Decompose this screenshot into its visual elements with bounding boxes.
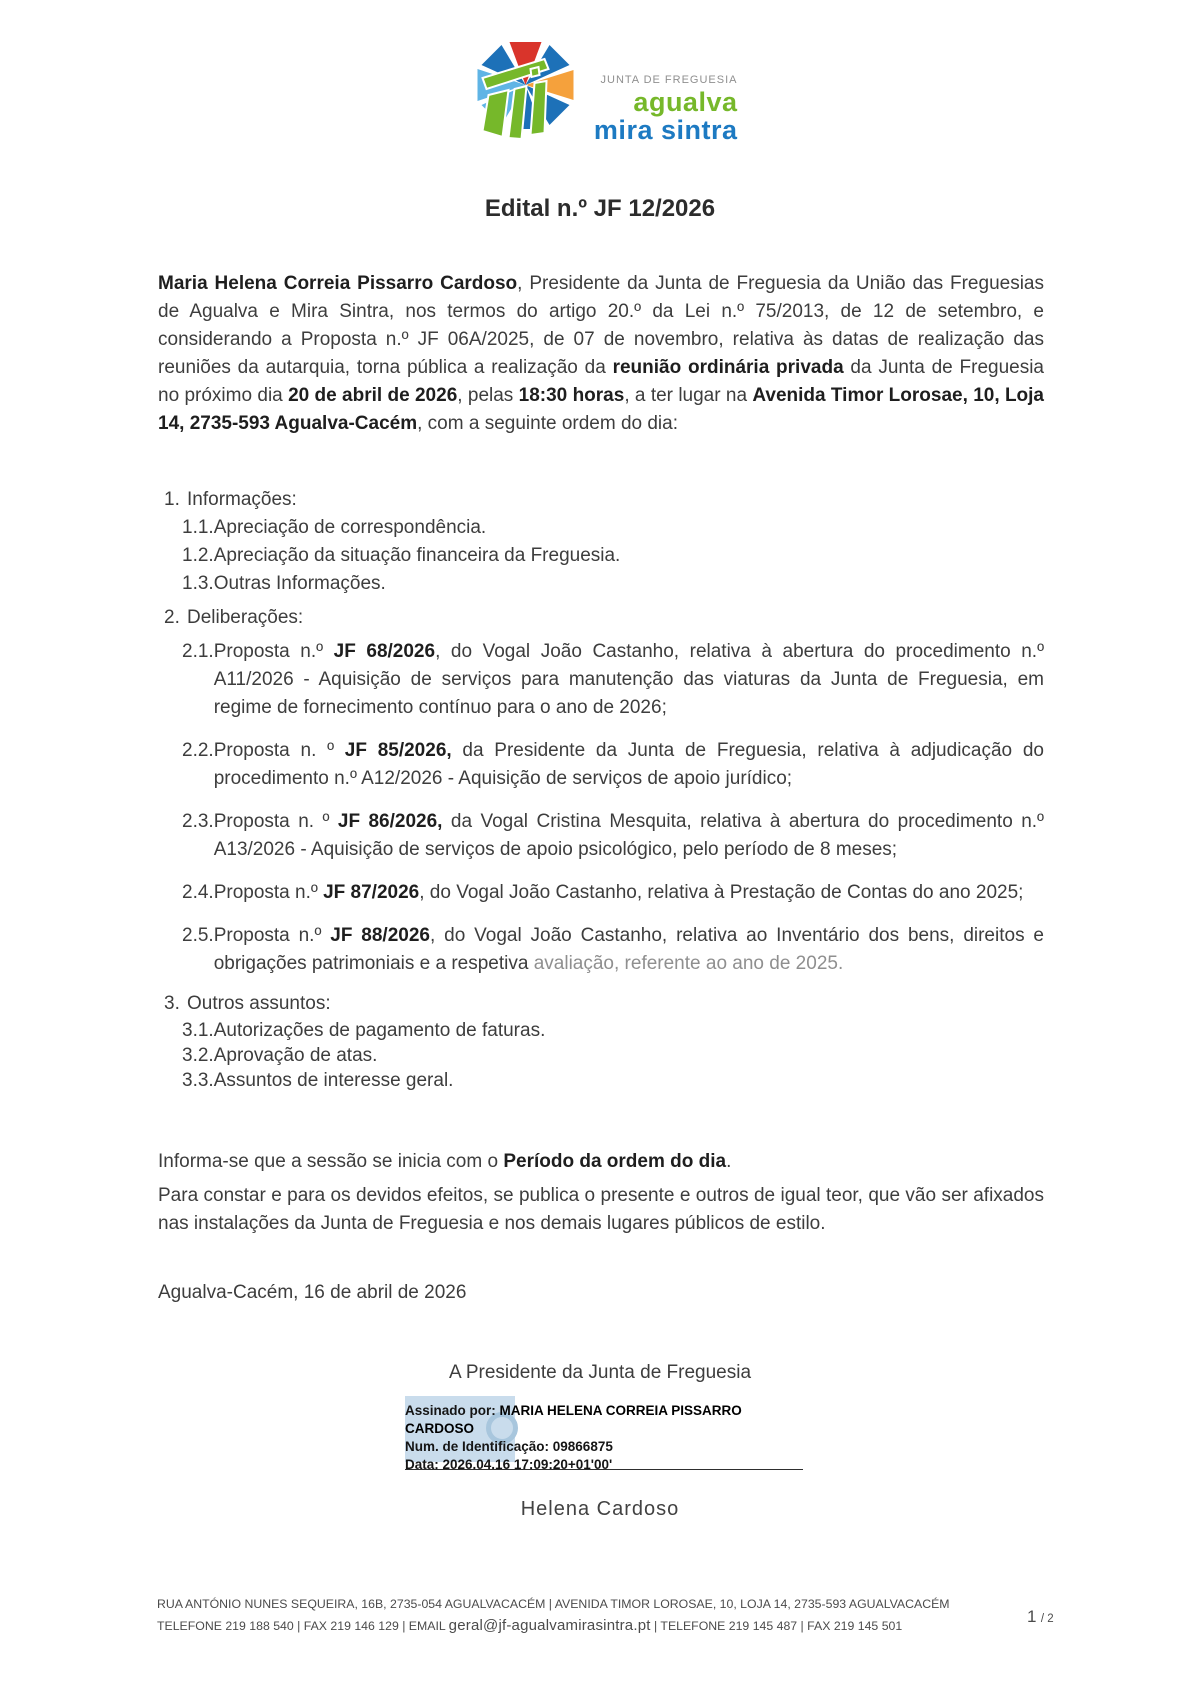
agenda-item-3-3: 3.3. Assuntos de interesse geral. [182,1070,454,1091]
pinwheel-logo-icon [463,33,589,141]
stamp-date: Data: 2026.04.16 17:09:20+01'00' [405,1457,613,1472]
logo-org-line: JUNTA DE FREGUESIA [600,74,738,86]
signer-role: A Presidente da Junta de Freguesia [448,1362,752,1383]
agenda-item-2: 2. Deliberações: [164,607,304,628]
place-date-line: Agualva-Cacém, 16 de abril de 2026 [158,1282,467,1303]
agenda-list [158,486,1044,1093]
agenda-item-2-3: 2.3. Proposta n. º JF 86/2026, da Vogal Cristina Mesquita, relativa à abertura do procedimento n.º A13/2026 - Aquisição de serviços de apoio psicológico, pelo período de 8 meses; [182,811,1044,860]
publication-note: Para constar e para os devidos efeitos, se publica o presente e outros de igual teor, que vão ser afixados nas instalações da Junta de Freguesia e nos demais lugares públicos de estilo. [158,1185,1044,1234]
agenda-item-2-2: 2.2. Proposta n. º JF 85/2026, da Presidente da Junta de Freguesia, relativa à adjudicação do procedimento n.º A12/2026 - Aquisição de serviços de apoio jurídico; [182,740,1044,789]
logo-name-mira-sintra: mira sintra [593,115,738,145]
session-note: Informa-se que a sessão se inicia com o Período da ordem do dia. [158,1151,732,1172]
edital-title: Edital n.º JF 12/2026 [484,195,716,222]
agenda-item-3-2: 3.2. Aprovação de atas. [182,1045,378,1066]
agenda-item-1-1: 1.1. Apreciação de correspondência. [182,517,487,538]
agenda-item-3: 3. Outros assuntos: [164,993,331,1014]
agenda-item-2-1: 2.1. Proposta n.º JF 68/2026, do Vogal João Castanho, relativa à abertura do procedimento n.º A11/2026 - Aquisição de serviços para manutenção das viaturas da Junta de Freguesia, em regime de fornecimento contínuo para o ano de 2026; [182,641,1045,718]
footer [157,1594,1057,1637]
agenda-item-1: 1. Informações: [164,489,297,510]
agenda-sub3-group [158,1018,1044,1093]
agenda-item-1-3: 1.3. Outras Informações. [182,573,386,594]
junta-freguesia-logo [463,33,738,144]
footer-contact-line: TELEFONE 219 188 540 | FAX 219 146 129 | EMAIL geral@jf-agualvamirasintra.pt | TELEFONE 219 145 487 | FAX 219 145 501 [157,1617,903,1634]
intro-paragraph: Maria Helena Correia Pissarro Cardoso, Presidente da Junta de Freguesia da União das Freguesias de Agualva e Mira Sintra, nos termos do artigo 20.º da Lei n.º 75/2013, de 12 de setembro, e considerando a Proposta n.º JF 06A/2025, de 07 de novembro, relativa às datas de realização das reuniões da autarquia, torna pública a realização da reunião ordinária privada da Junta de Freguesia no próximo dia 20 de abril de 2026, pelas 18:30 horas, a ter lugar na Avenida Timor Lorosae, 10, Loja 14, 2735-593 Agualva-Cacém, com a seguinte ordem do dia: [158,273,1045,434]
footer-address-line: RUA ANTÓNIO NUNES SEQUEIRA, 16B, 2735-054 AGUALVACACÉM | AVENIDA TIMOR LOROSAE, 10, LOJA 14, 2735-593 AGUALVACACÉM [157,1597,950,1611]
agenda-item-3-1: 3.1. Autorizações de pagamento de faturas. [182,1020,546,1041]
digital-signature-stamp [405,1402,755,1474]
agenda-item-2-4: 2.4. Proposta n.º JF 87/2026, do Vogal João Castanho, relativa à Prestação de Contas do ano 2025; [182,882,1024,903]
meeting-date: 20 de abril de 2026 [288,385,458,406]
stamp-label: Assinado por: [405,1403,500,1418]
signed-name: Helena Cardoso [520,1498,680,1520]
stamp-id: Num. de Identificação: 09866875 [405,1439,613,1454]
stamp-name: MARIA HELENA CORREIA PISSARRO CARDOSO [405,1403,742,1436]
agenda-item-2-5: 2.5. Proposta n.º JF 88/2026, do Vogal João Castanho, relativa ao Inventário dos bens, direitos e obrigações patrimoniais e a respetiva avaliação, referente ao ano de 2025. [182,925,1044,974]
logo-text [593,75,738,144]
meeting-address: Avenida Timor Lorosae, 10, Loja 14, 2735-593 Agualva-Cacém [158,385,1045,434]
gray-text-segment: avaliação, referente ao ano de 2025. [533,953,844,974]
signature-line [405,1469,803,1470]
agenda-item-1-2: 1.2. Apreciação da situação financeira da Freguesia. [182,545,621,566]
logo-name-agualva: agualva [633,87,738,117]
meeting-time: 18:30 horas [518,385,625,406]
page-number: 1 / 2 [1027,1607,1054,1626]
president-name: Maria Helena Correia Pissarro Cardoso [158,273,518,294]
footer-email: geral@jf-agualvamirasintra.pt [448,1617,651,1634]
